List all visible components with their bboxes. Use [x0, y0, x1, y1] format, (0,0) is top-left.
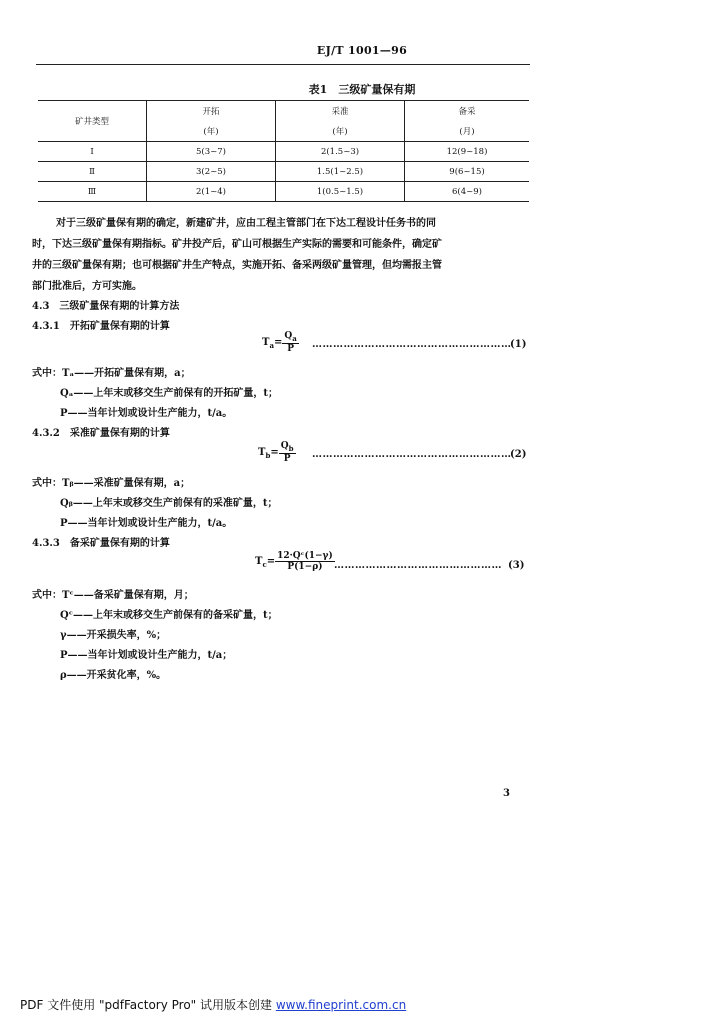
- footer-text: PDF 文件使用 "pdfFactory Pro" 试用版本创建: [20, 998, 276, 1012]
- unit-stoping: (月): [405, 121, 530, 142]
- unit-development: (年): [147, 121, 276, 142]
- definition-line: 式中：Tₐ——开拓矿量保有期，a；: [32, 368, 191, 379]
- col-header-mine-type: 矿井类型: [38, 101, 147, 142]
- header-rule: [36, 64, 530, 65]
- definition-line: P——当年计划或设计生产能力，t/a。: [60, 518, 233, 529]
- cell: 12(9~18): [405, 142, 530, 162]
- cell: 1(0.5~1.5): [276, 182, 405, 202]
- para-line: 部门批准后，方可实施。: [32, 281, 142, 292]
- para-line: 时，下达三级矿量保有期指标。矿井投产后，矿山可根据生产实际的需要和可能条件，确定矿: [32, 239, 442, 250]
- section-4-3-heading: 4.3 三级矿量保有期的计算方法: [32, 301, 180, 312]
- definition-line: 式中：Tᶜ——备采矿量保有期，月；: [32, 590, 194, 601]
- cell: 5(3~7): [147, 142, 276, 162]
- para-line: 对于三级矿量保有期的确定，新建矿井，应由工程主管部门在下达工程设计任务书的同: [56, 218, 436, 229]
- table-caption: 表1 三级矿量保有期: [308, 83, 416, 96]
- cell: Ⅲ: [38, 182, 147, 202]
- formula-1: $T_a=$ $\frac{Q_a}{P}$: [262, 331, 297, 354]
- unit-preparation: (年): [276, 121, 405, 142]
- pdf-footer: [20, 996, 406, 1013]
- section-4-3-2-heading: 4.3.2 采准矿量保有期的计算: [32, 428, 170, 439]
- formula-1-number: (1): [510, 339, 527, 350]
- definition-line: P——当年计划或设计生产能力，t/a；: [60, 650, 233, 661]
- definition-line: P——当年计划或设计生产能力，t/a。: [60, 408, 233, 419]
- formula-3-number: (3): [508, 560, 525, 571]
- table-row: [38, 142, 529, 162]
- table-row: [38, 162, 529, 182]
- formula-3: $T_c=$ $\frac{\text{12·Qᶜ(1−γ)}}{P(1-\rho)}$: [255, 551, 333, 572]
- table-row: [38, 182, 529, 202]
- definition-line: Qᵦ——上年末或移交生产前保有的采准矿量，t；: [60, 498, 278, 509]
- definition-line: Qₐ——上年末或移交生产前保有的开拓矿量，t；: [60, 388, 278, 399]
- definition-line: ρ——开采贫化率，%。: [60, 670, 167, 681]
- section-4-3-3-heading: 4.3.3 备采矿量保有期的计算: [32, 538, 170, 549]
- definition-line: γ——开采损失率，%；: [60, 630, 167, 641]
- definition-line: Qᶜ——上年末或移交生产前保有的备采矿量，t；: [60, 610, 278, 621]
- cell: 9(6~15): [405, 162, 530, 182]
- formula-3-leader: …………………………………………: [334, 560, 502, 571]
- cell: 2(1~4): [147, 182, 276, 202]
- cell: Ⅰ: [38, 142, 147, 162]
- formula-2: $T_b=$ $\frac{Q_b}{P}$: [258, 441, 294, 464]
- formula-2-leader: …………………………………………………: [312, 449, 512, 460]
- document-code-header: EJ/T 1001—96: [316, 44, 408, 57]
- page-number: 3: [503, 788, 510, 799]
- section-4-3-1-heading: 4.3.1 开拓矿量保有期的计算: [32, 321, 170, 332]
- cell: 6(4~9): [405, 182, 530, 202]
- table-header-row: [38, 101, 529, 122]
- footer-link[interactable]: www.fineprint.com.cn: [275, 998, 407, 1012]
- para-line: 井的三级矿量保有期；也可根据矿井生产特点，实施开拓、备采两级矿量管理，但均需报主管: [32, 260, 442, 271]
- cell: 3(2~5): [147, 162, 276, 182]
- col-header-development: 开拓: [147, 101, 276, 122]
- col-header-preparation: 采准: [276, 101, 405, 122]
- col-header-stoping: 备采: [405, 101, 530, 122]
- formula-1-leader: …………………………………………………: [312, 339, 512, 350]
- cell: Ⅱ: [38, 162, 147, 182]
- formula-2-number: (2): [510, 449, 527, 460]
- reserve-period-table: [38, 100, 529, 202]
- cell: 2(1.5~3): [276, 142, 405, 162]
- cell: 1.5(1~2.5): [276, 162, 405, 182]
- definition-line: 式中：Tᵦ——采准矿量保有期，a；: [32, 478, 191, 489]
